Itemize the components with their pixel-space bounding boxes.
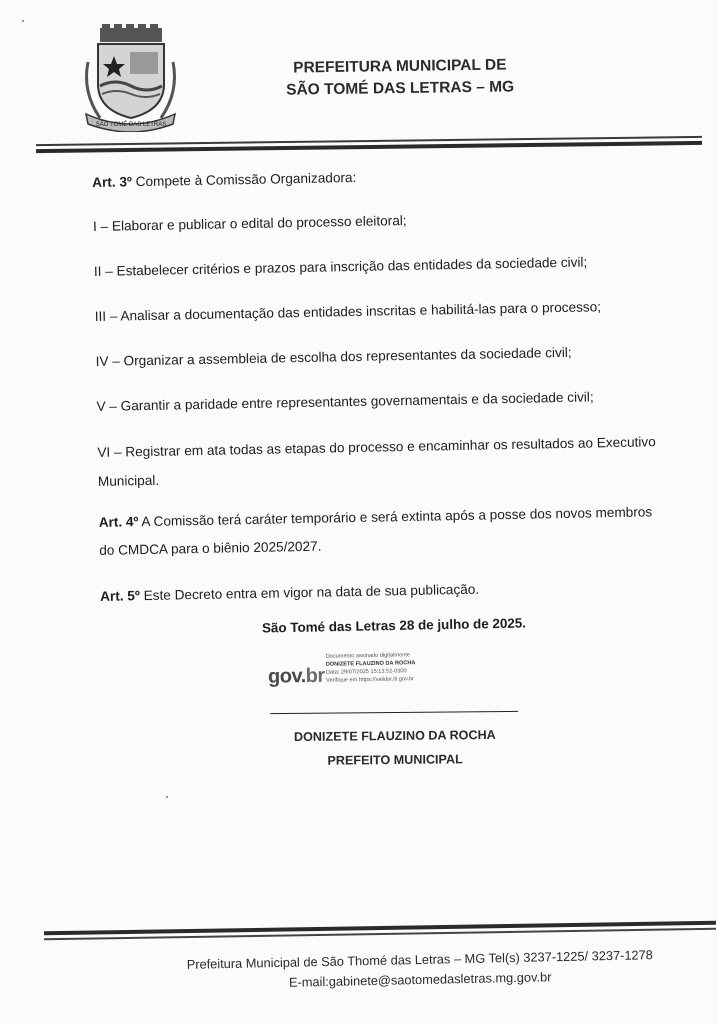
govbr-logo xyxy=(268,665,325,689)
article-5 xyxy=(100,575,685,608)
list-item: II – Estabelecer critérios e prazos para inscrição das entidades da sociedade civil; xyxy=(93,254,588,279)
signature-line xyxy=(270,711,518,714)
signer-block xyxy=(270,723,520,774)
page-footer xyxy=(150,944,691,995)
scan-speck xyxy=(166,796,168,798)
digital-signature-info xyxy=(326,651,416,685)
signer-name: DONIZETE FLAUZINO DA ROCHA xyxy=(293,727,496,745)
article-3-label: Art. 3º xyxy=(92,174,133,190)
list-item: Municipal. xyxy=(97,472,160,489)
signature-signer: DONIZETE FLAUZINO DA ROCHA xyxy=(325,660,416,668)
article-4-continuation: do CMDCA para o biênio 2025/2027. xyxy=(99,538,322,558)
article-3-text: Compete à Comissão Organizadora: xyxy=(131,169,357,190)
header-divider xyxy=(36,136,702,156)
page-header-title xyxy=(250,54,551,102)
header-title-line-2: SÃO TOMÉ DAS LETRAS – MG xyxy=(286,78,515,99)
govbr-logo-gov: gov. xyxy=(267,665,306,688)
footer-email: E-mail:gabinete@saotomedasletras.mg.gov.br xyxy=(288,969,552,990)
govbr-logo-br: br xyxy=(305,664,325,688)
footer-address: Prefeitura Municipal de São Thomé das Letras – MG Tel(s) 3237-1225/ 3237-1278 xyxy=(186,947,653,972)
signature-date: Data: 29/07/2025 15:13:52-0300 xyxy=(325,668,407,676)
article-3 xyxy=(92,161,677,194)
header-title-line-1: PREFEITURA MUNICIPAL DE xyxy=(293,56,507,77)
list-item: I – Elaborar e publicar o edital do processo eleitoral; xyxy=(92,212,407,234)
article-4-text: A Comissão terá caráter temporário e será extinta após a posse dos novos membros xyxy=(138,504,653,530)
document-body xyxy=(92,161,677,604)
signature-verify-link: Verifique em https://validar.iti.gov.br xyxy=(326,676,415,684)
article-4-label: Art. 4º xyxy=(98,514,139,530)
list-item: V – Garantir a paridade entre representantes governamentais e da sociedade civil; xyxy=(96,389,594,414)
municipal-coat-of-arms xyxy=(78,22,183,132)
document-date: São Tomé das Letras 28 de julho de 2025. xyxy=(261,615,527,636)
footer-divider xyxy=(44,921,716,944)
signer-role: PREFEITO MUNICIPAL xyxy=(327,752,463,768)
scan-speck xyxy=(22,20,24,22)
article-5-label: Art. 5º xyxy=(100,588,141,604)
list-item: VI – Registrar em ata todas as etapas do processo e encaminhar os resultados ao Executivo xyxy=(97,434,656,460)
digital-signature-stamp xyxy=(268,650,469,695)
list-item: IV – Organizar a assembleia de escolha dos representantes da sociedade civil; xyxy=(95,344,572,369)
signature-caption: Documento assinado digitalmente xyxy=(325,652,411,660)
list-item: III – Analisar a documentação das entidades inscritas e habilitá-las para o processo; xyxy=(94,299,602,324)
article-5-text: Este Decreto entra em vigor na data de sua publicação. xyxy=(139,581,480,604)
article-4 xyxy=(99,501,684,534)
crest-ribbon-text: SÃO TOMÉ DAS LETRAS xyxy=(95,122,167,128)
